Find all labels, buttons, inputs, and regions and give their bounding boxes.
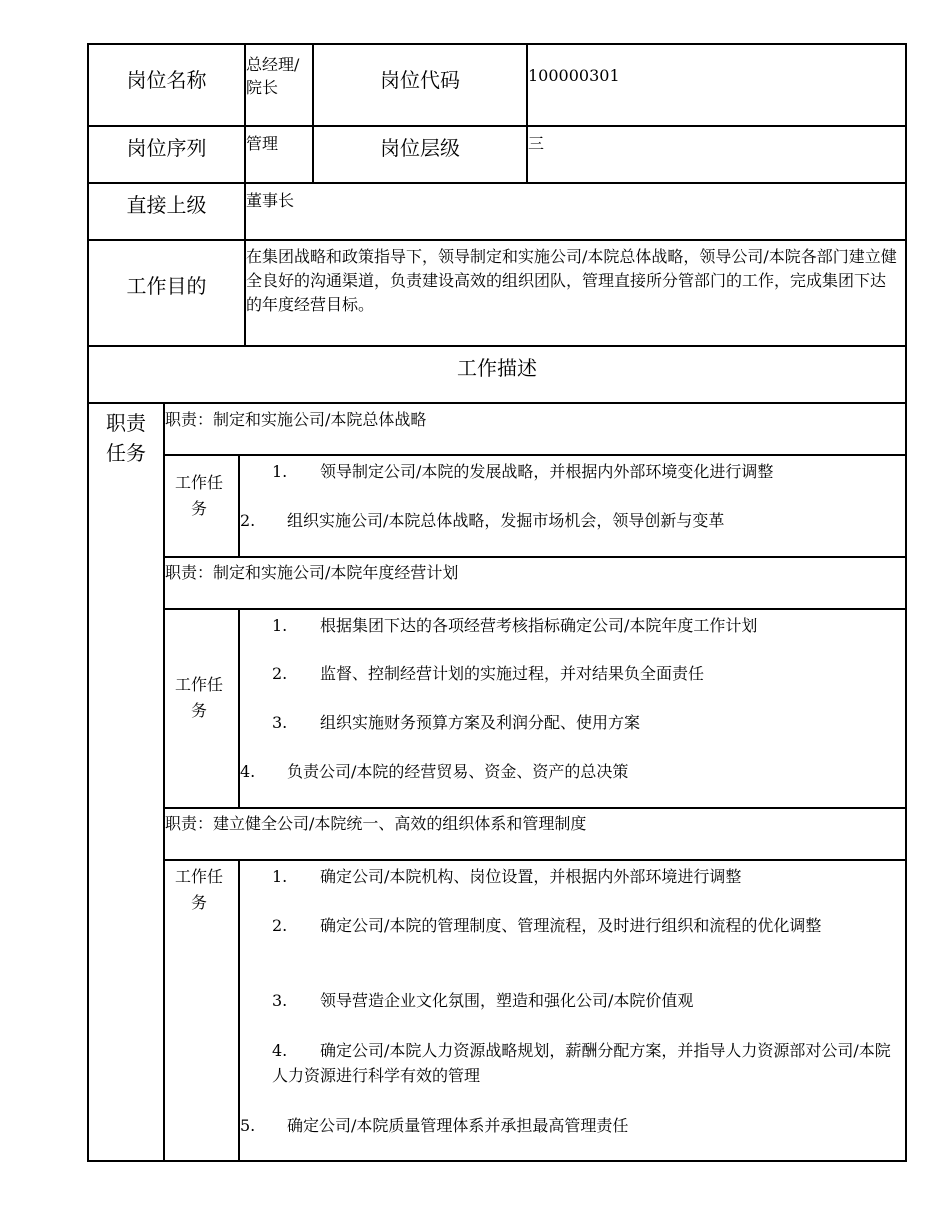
task-item [272,661,704,686]
task-item [272,913,892,938]
duty-divider [163,859,907,861]
duty-title: 职责：建立健全公司/本院统一、高效的组织体系和管理制度 [165,814,587,833]
task-text: 确定公司/本院质量管理体系并承担最高管理责任 [287,1116,629,1135]
col-divider [238,454,240,558]
superior-value: 董事长 [246,191,295,210]
task-item [272,1038,892,1088]
purpose-value: 在集团战略和政策指导下，领导制定和实施公司/本院总体战略，领导公司/本院各部门建立健全良好的沟通渠道，负责建设高效的组织团队，管理直接所分管部门的工作，完成集团下达的年度经营目标。 [246,247,897,314]
table-border-right [905,43,907,1162]
task-number: 2. [272,664,288,683]
row-divider [87,125,907,127]
task-number: 4. [240,762,256,781]
level-value: 三 [528,134,545,153]
task-number: 1. [272,616,288,635]
col-divider [163,402,165,1162]
task-text: 组织实施财务预算方案及利润分配、使用方案 [320,713,641,732]
duty-divider [163,454,907,456]
task-item [240,759,628,784]
task-number: 5. [240,1116,256,1135]
superior-label: 直接上级 [126,193,207,217]
description-title: 工作描述 [457,356,537,380]
task-number: 2. [240,511,256,530]
task-text: 根据集团下达的各项经营考核指标确定公司/本院年度工作计划 [320,616,758,635]
row-divider [87,239,907,241]
task-number: 1. [272,462,288,481]
task-item [240,508,724,533]
task-item [240,1113,628,1138]
purpose-label: 工作目的 [126,274,207,298]
row-divider [87,345,907,347]
task-number: 1. [272,867,288,886]
duties-label: 职责任务 [106,411,146,465]
task-number: 2. [272,916,288,935]
table-border-top [87,43,907,45]
sequence-label: 岗位序列 [126,136,207,160]
duty-divider [163,807,907,809]
row-divider [87,402,907,404]
task-number: 4. [272,1041,288,1060]
task-text: 确定公司/本院的管理制度、管理流程，及时进行组织和流程的优化调整 [320,916,822,935]
duty-divider [163,608,907,610]
task-item [272,710,640,735]
task-text: 负责公司/本院的经营贸易、资金、资产的总决策 [287,762,629,781]
position-name-value: 总经理/院长 [246,55,300,97]
sequence-value: 管理 [246,134,279,153]
duty-title: 职责：制定和实施公司/本院年度经营计划 [165,563,459,582]
position-code-value: 100000301 [528,66,620,85]
task-number: 3. [272,713,288,732]
position-code-label: 岗位代码 [380,68,460,92]
task-item [272,459,773,484]
duty-title: 职责：制定和实施公司/本院总体战略 [165,410,427,429]
table-border-bottom [87,1160,907,1162]
task-text: 监督、控制经营计划的实施过程，并对结果负全面责任 [320,664,705,683]
task-text: 组织实施公司/本院总体战略，发掘市场机会，领导创新与变革 [287,511,725,530]
task-text: 确定公司/本院机构、岗位设置，并根据内外部环境进行调整 [320,867,742,886]
task-text: 确定公司/本院人力资源战略规划，薪酬分配方案，并指导人力资源部对公司/本院人力资源进行科学有效的管理 [272,1041,891,1085]
task-number: 3. [272,991,288,1010]
task-item [272,613,757,638]
position-name-label: 岗位名称 [126,68,207,92]
row-divider [87,182,907,184]
task-text: 领导制定公司/本院的发展战略，并根据内外部环境变化进行调整 [320,462,774,481]
task-item [272,988,693,1013]
task-item [272,864,741,889]
task-label: 工作任务 [174,473,223,518]
duty-divider [163,556,907,558]
task-text: 领导营造企业文化氛围，塑造和强化公司/本院价值观 [320,991,694,1010]
level-label: 岗位层级 [380,136,460,160]
task-label: 工作任务 [174,867,223,912]
task-label: 工作任务 [174,675,223,720]
